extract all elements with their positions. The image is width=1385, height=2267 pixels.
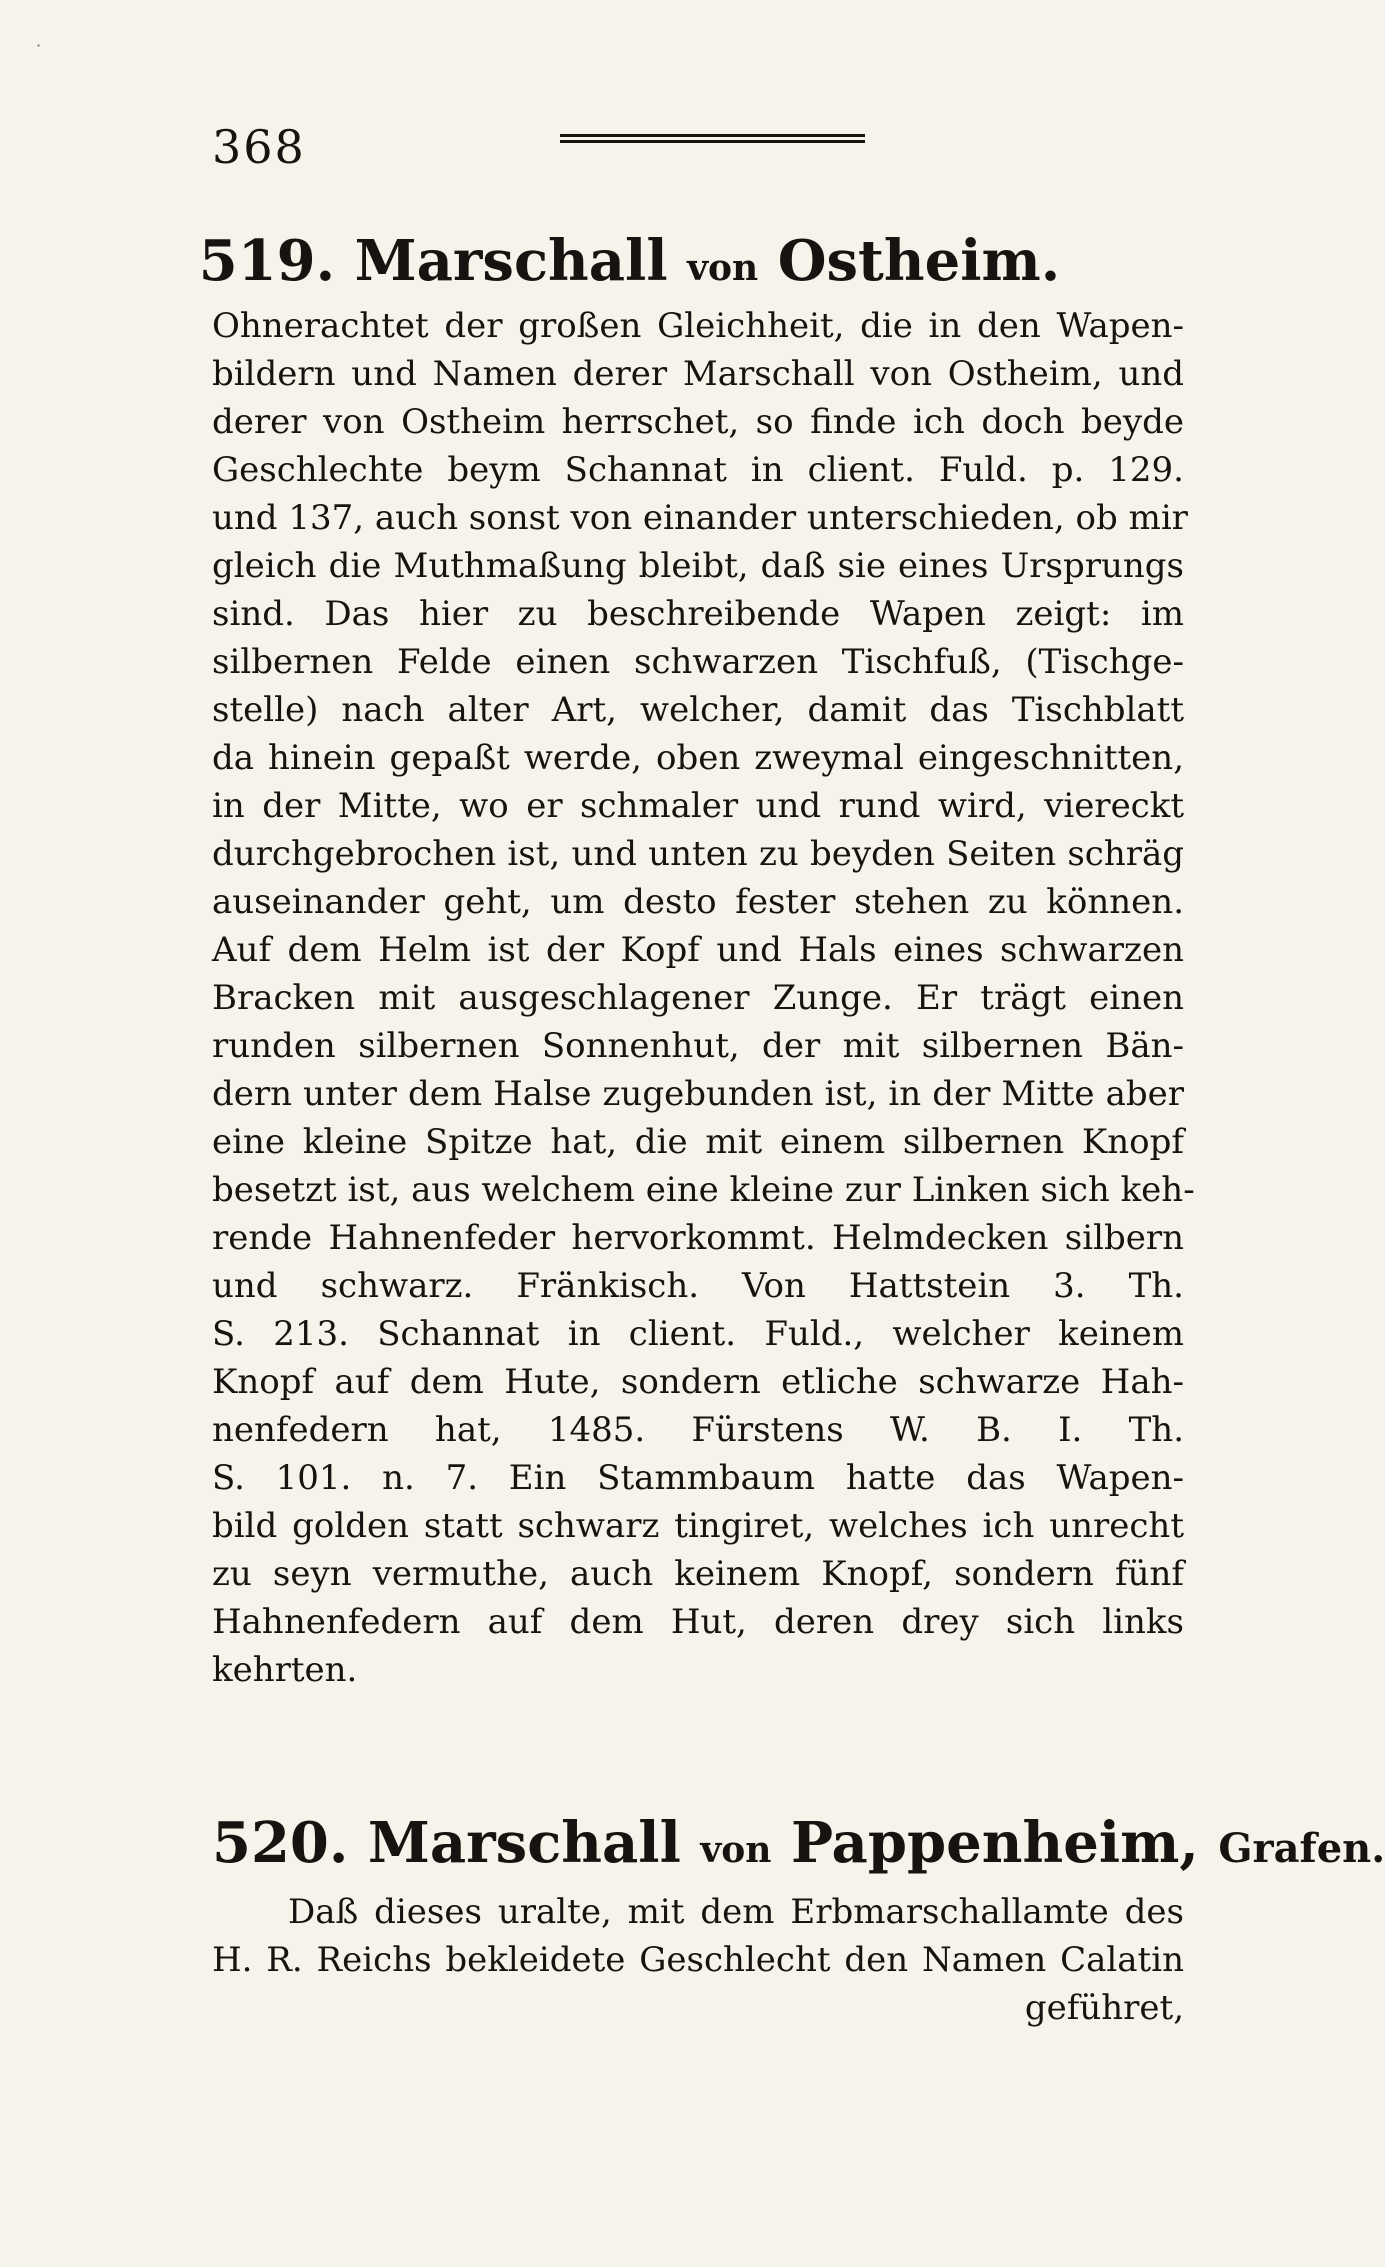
section-title-520 bbox=[212, 1810, 1385, 1876]
text-line: kehrten. bbox=[212, 1650, 358, 1690]
text-line: zu seyn vermuthe, auch keinem Knopf, sondern fünf bbox=[212, 1554, 1184, 1594]
text-line: nenfedern hat, 1485. Fürstens W. B. I. Th. bbox=[212, 1410, 1184, 1450]
text-line: besetzt ist, aus welchem eine kleine zur Linken sich keh- bbox=[212, 1170, 1195, 1210]
catchword: geführet, bbox=[1024, 1988, 1184, 2028]
section-name-suffix: Grafen. bbox=[1218, 1825, 1385, 1872]
text-line: gleich die Muthmaßung bleibt, daß sie eines Ursprungs bbox=[212, 546, 1184, 586]
text-line: H. R. Reichs bekleidete Geschlecht den Namen Calatin bbox=[212, 1940, 1184, 1980]
text-line: silbernen Felde einen schwarzen Tischfuß, (Tischge- bbox=[212, 642, 1184, 682]
header-rule bbox=[560, 134, 865, 148]
text-line: runden silbernen Sonnenhut, der mit silbernen Bän- bbox=[212, 1026, 1184, 1066]
text-line: Bracken mit ausgeschlagener Zunge. Er trägt einen bbox=[212, 978, 1184, 1018]
section-number: 519. bbox=[198, 228, 336, 294]
text-line: sind. Das hier zu beschreibende Wapen zeigt: im bbox=[212, 594, 1184, 634]
text-line: Ohnerachtet der großen Gleichheit, die in den Wapen- bbox=[212, 306, 1184, 346]
section-number: 520. bbox=[212, 1810, 349, 1876]
text-line: und schwarz. Fränkisch. Von Hattstein 3. Th. bbox=[212, 1266, 1184, 1306]
text-line: stelle) nach alter Art, welcher, damit das Tischblatt bbox=[212, 690, 1184, 730]
text-line: S. 213. Schannat in client. Fuld., welcher keinem bbox=[212, 1314, 1184, 1354]
text-line: Knopf auf dem Hute, sondern etliche schwarze Hah- bbox=[212, 1362, 1184, 1402]
text-line: Daß dieses uralte, mit dem Erbmarschallamte des bbox=[288, 1892, 1184, 1932]
text-line: und 137, auch sonst von einander unterschieden, ob mir bbox=[212, 498, 1188, 538]
text-line: eine kleine Spitze hat, die mit einem silbernen Knopf bbox=[212, 1122, 1184, 1162]
section-name-place: Pappenheim, bbox=[790, 1810, 1199, 1876]
text-line: derer von Ostheim herrschet, so finde ich doch beyde bbox=[212, 402, 1184, 442]
section-name-particle: von bbox=[700, 1829, 772, 1871]
text-line: in der Mitte, wo er schmaler und rund wird, viereckt bbox=[212, 786, 1184, 826]
section-title-519 bbox=[0, 228, 1259, 294]
text-line: Geschlechte beym Schannat in client. Fuld. p. 129. bbox=[212, 450, 1184, 490]
scan-mark: · bbox=[36, 36, 42, 55]
section-name-main: Marschall bbox=[354, 228, 668, 294]
text-line: rende Hahnenfeder hervorkommt. Helmdecken silbern bbox=[212, 1218, 1184, 1258]
section-name-place: Ostheim. bbox=[777, 228, 1061, 294]
text-line: da hinein gepaßt werde, oben zweymal eingeschnitten, bbox=[212, 738, 1184, 778]
text-line: Auf dem Helm ist der Kopf und Hals eines schwarzen bbox=[212, 930, 1184, 970]
text-line: auseinander geht, um desto fester stehen zu können. bbox=[212, 882, 1184, 922]
section-name-particle: von bbox=[687, 247, 759, 289]
page-number: 368 bbox=[212, 120, 306, 174]
section-name-main: Marschall bbox=[367, 1810, 681, 1876]
text-line: dern unter dem Halse zugebunden ist, in der Mitte aber bbox=[212, 1074, 1184, 1114]
text-line: bildern und Namen derer Marschall von Ostheim, und bbox=[212, 354, 1184, 394]
text-line: Hahnenfedern auf dem Hut, deren drey sich links bbox=[212, 1602, 1184, 1642]
text-line: bild golden statt schwarz tingiret, welches ich unrecht bbox=[212, 1506, 1184, 1546]
text-line: durchgebrochen ist, und unten zu beyden Seiten schräg bbox=[212, 834, 1184, 874]
text-line: S. 101. n. 7. Ein Stammbaum hatte das Wapen- bbox=[212, 1458, 1184, 1498]
